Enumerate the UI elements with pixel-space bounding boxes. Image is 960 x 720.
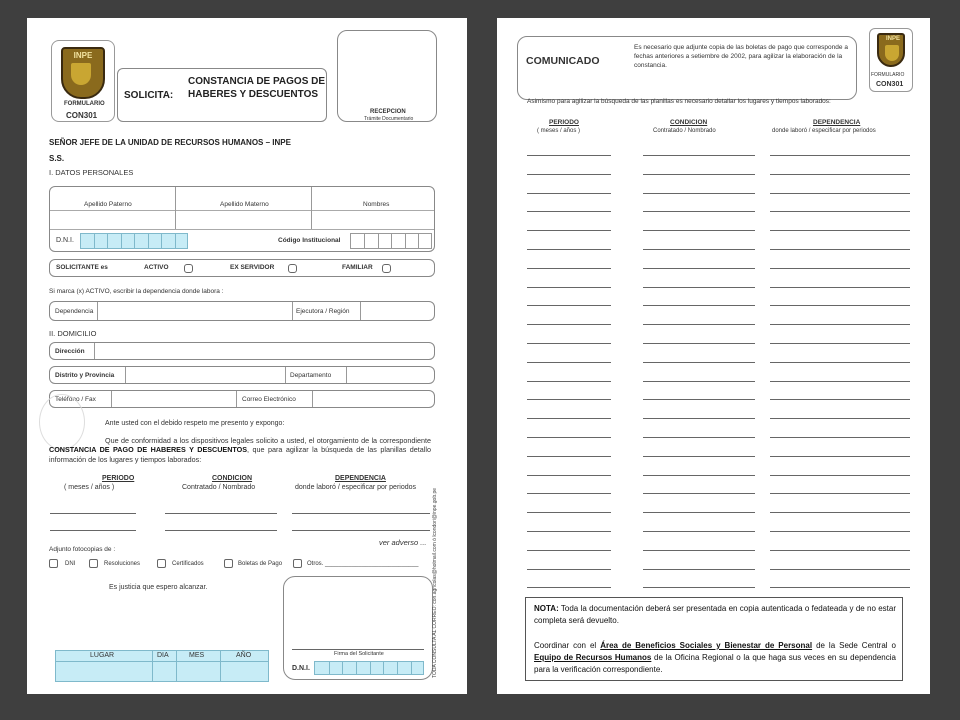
nota-text: NOTA: Toda la documentación deberá ser presentada en copia autenticada o fedateada y de no estar completa será devuelto. (534, 604, 896, 625)
comunicado-box (517, 36, 857, 100)
history-line[interactable] (770, 268, 910, 269)
right-condicion-header: CONDICION (670, 119, 708, 126)
dni2-label: D.N.I. (292, 665, 310, 672)
history-line[interactable] (527, 512, 611, 513)
history-line[interactable] (770, 305, 910, 306)
departamento-field[interactable] (348, 368, 432, 382)
dni-label: D.N.I. (56, 237, 74, 244)
history-line[interactable] (643, 193, 755, 194)
solicitante-label: SOLICITANTE es (56, 264, 108, 271)
history-line[interactable] (527, 249, 611, 250)
history-line[interactable] (770, 531, 910, 532)
dependencia-label: Dependencia (55, 308, 94, 315)
history-line[interactable] (770, 493, 910, 494)
dni-input[interactable] (80, 233, 188, 249)
lugar-label: LUGAR (90, 652, 115, 659)
right-periodo-sub: ( meses / años ) (537, 128, 581, 134)
right-dependencia-sub: donde laboró / especificar por periodos (772, 128, 876, 134)
history-line[interactable] (770, 343, 910, 344)
history-line[interactable] (643, 155, 755, 156)
history-line[interactable] (527, 437, 611, 438)
codigo-institucional-input[interactable] (350, 233, 432, 249)
history-line[interactable] (527, 230, 611, 231)
history-line[interactable] (643, 381, 755, 382)
solicita-box (117, 68, 327, 122)
ano-field[interactable] (222, 663, 268, 681)
history-line[interactable] (643, 230, 755, 231)
history-line[interactable] (292, 530, 430, 531)
lugar-fecha-table (55, 650, 269, 682)
history-line[interactable] (770, 456, 910, 457)
history-line[interactable] (770, 399, 910, 400)
history-line[interactable] (527, 569, 611, 570)
adjunto-certificados-label: Certificados (172, 561, 204, 567)
ano-label: AÑO (236, 652, 252, 659)
history-line[interactable] (527, 531, 611, 532)
history-line[interactable] (643, 362, 755, 363)
history-line[interactable] (643, 268, 755, 269)
history-line[interactable] (527, 475, 611, 476)
history-line[interactable] (770, 211, 910, 212)
history-line[interactable] (643, 531, 755, 532)
datos-personales-box (49, 186, 435, 252)
dependencia-box (49, 301, 435, 321)
right-dependencia-header: DEPENDENCIA (813, 119, 861, 126)
side-note: TODA CONSULTA AL CORREO: con.agricolas@hotmail.com ó lcondori@inpe.gob.pe (432, 487, 438, 678)
history-line[interactable] (643, 493, 755, 494)
request-paragraph: Que de conformidad a los dispositivos legales solicito a usted, el otorgamiento de la correspondiente CONSTANCIA DE PAGO DE HABERES Y DESCUENTOS, que para agilizar la búsqueda de las planillas detallo información de los lugares y tiempos laborados: (49, 436, 431, 464)
correo-field[interactable] (314, 392, 432, 406)
dni2-input[interactable] (314, 661, 424, 675)
telefono-box (49, 390, 435, 408)
periodo-header: PERIODO (102, 475, 135, 482)
history-line[interactable] (643, 418, 755, 419)
dia-label: DIA (157, 652, 169, 659)
right-logo-box (869, 28, 913, 92)
left-form-page (27, 18, 467, 694)
history-line[interactable] (527, 174, 611, 175)
logo-text: INPE (73, 51, 93, 60)
adjunto-otros-checkbox[interactable] (293, 559, 302, 568)
history-line[interactable] (770, 362, 910, 363)
nota-box (525, 597, 903, 681)
history-line[interactable] (527, 343, 611, 344)
right-form-code: CON301 (876, 81, 904, 88)
history-line[interactable] (527, 211, 611, 212)
distrito-label: Distrito y Provincia (55, 372, 115, 379)
ejecutora-field[interactable] (362, 303, 434, 319)
section-domicilio: II. DOMICILIO (49, 329, 97, 338)
history-line[interactable] (50, 513, 136, 514)
condicion-sub: Contratado / Nombrado (182, 484, 256, 491)
apellido-paterno-field[interactable] (52, 189, 174, 200)
dependencia-field[interactable] (99, 303, 289, 319)
tramite-label: Trámite Documentario (364, 116, 414, 122)
history-line[interactable] (527, 287, 611, 288)
history-line[interactable] (770, 249, 910, 250)
departamento-label: Departamento (290, 372, 332, 379)
history-line[interactable] (50, 530, 136, 531)
history-line[interactable] (770, 569, 910, 570)
right-formulario-label: FORMULARIO (871, 72, 905, 78)
distrito-field[interactable] (127, 368, 282, 382)
history-line[interactable] (770, 324, 910, 325)
right-condicion-sub: Contratado / Nombrado (653, 128, 716, 134)
history-line[interactable] (770, 230, 910, 231)
history-line[interactable] (770, 512, 910, 513)
apellido-paterno-label: Apellido Paterno (84, 201, 132, 208)
mes-label: MES (189, 652, 205, 659)
right-form-page (497, 18, 930, 694)
history-line[interactable] (643, 324, 755, 325)
history-line[interactable] (643, 437, 755, 438)
history-line[interactable] (643, 399, 755, 400)
history-line[interactable] (770, 193, 910, 194)
coordinar-text: Coordinar con el Área de Beneficios Sociales y Bienestar de Personal de la Sede Central o Equipo de Recursos Humanos de la Oficina Regional o la que haga sus veces en su dependencia para la verificación correspondiente. (534, 641, 896, 674)
direccion-label: Dirección (55, 348, 85, 355)
history-line[interactable] (770, 155, 910, 156)
nombres-field[interactable] (314, 189, 434, 200)
history-line[interactable] (643, 475, 755, 476)
addressee: SEÑOR JEFE DE LA UNIDAD DE RECURSOS HUMANOS – INPE (49, 138, 291, 147)
history-line[interactable] (527, 381, 611, 382)
solicitante-box (49, 259, 435, 277)
activo-label: ACTIVO (144, 264, 169, 271)
history-line[interactable] (527, 324, 611, 325)
nombres-label: Nombres (363, 201, 390, 208)
adjunto-dni-checkbox[interactable] (49, 559, 58, 568)
comunicado-label: COMUNICADO (526, 55, 600, 67)
history-line[interactable] (643, 249, 755, 250)
history-line[interactable] (165, 530, 277, 531)
history-line[interactable] (643, 305, 755, 306)
history-line[interactable] (643, 569, 755, 570)
history-line[interactable] (527, 399, 611, 400)
history-line[interactable] (527, 155, 611, 156)
history-line[interactable] (527, 193, 611, 194)
formulario-label: FORMULARIO (64, 101, 105, 107)
adjunto-resoluciones-checkbox[interactable] (89, 559, 98, 568)
condicion-header: CONDICION (212, 475, 253, 482)
history-line[interactable] (527, 268, 611, 269)
adjunto-boletas-checkbox[interactable] (224, 559, 233, 568)
dependencia-sub: donde laboró / especificar por periodos (295, 484, 417, 491)
adjunto-certificados-checkbox[interactable] (157, 559, 166, 568)
periodo-sub: ( meses / años ) (64, 484, 115, 491)
ejecutora-label: Ejecutora / Región (296, 308, 350, 315)
history-line[interactable] (643, 287, 755, 288)
right-logo-text: INPE (885, 36, 900, 42)
history-line[interactable] (527, 493, 611, 494)
mes-field[interactable] (178, 663, 218, 681)
history-line[interactable] (770, 550, 910, 551)
telefono-field[interactable] (113, 392, 233, 406)
inpe-emblem-icon (61, 47, 105, 99)
ante-usted-text: Ante usted con el debido respeto me presento y expongo: (105, 420, 285, 427)
signature-box[interactable] (283, 576, 433, 680)
justicia-text: Es justicia que espero alcanzar. (109, 584, 208, 591)
telefono-label: Teléfono / Fax (55, 396, 96, 403)
history-line[interactable] (643, 343, 755, 344)
adjunto-boletas-label: Boletas de Pago (238, 561, 283, 567)
apellido-materno-label: Apellido Materno (220, 201, 269, 208)
distrito-box (49, 366, 435, 384)
history-line[interactable] (527, 587, 611, 588)
history-line[interactable] (527, 362, 611, 363)
history-line[interactable] (643, 587, 755, 588)
adjunto-otros-label: Otros. ____________________________ (307, 561, 419, 567)
ex-servidor-checkbox[interactable] (288, 264, 297, 273)
form-code: CON301 (66, 111, 98, 120)
codigo-institucional-label: Código Institucional (278, 237, 341, 244)
asimismo-text: Asimismo para agilizar la búsqueda de las planillas es necesario detallar los lugares y tiempos laborados: (527, 98, 831, 105)
adjunto-resoluciones-label: Resoluciones (104, 561, 141, 567)
history-line[interactable] (770, 587, 910, 588)
section-datos-personales: I. DATOS PERSONALES (49, 168, 134, 177)
history-line[interactable] (770, 174, 910, 175)
recepcion-box (337, 30, 437, 122)
comunicado-text: Es necesario que adjunte copia de las boletas de pago que corresponde a fechas anteriores a setiembre de 2002, para agilizar la elaboración de la constancia. (634, 44, 848, 69)
history-line[interactable] (643, 550, 755, 551)
solicita-label: SOLICITA: (124, 90, 174, 101)
solicita-title: CONSTANCIA DE PAGOS DE HABERES Y DESCUENTOS (188, 76, 326, 100)
history-line[interactable] (527, 550, 611, 551)
recepcion-label: RECEPCION (370, 109, 406, 115)
history-line[interactable] (770, 381, 910, 382)
right-periodo-header: PERIODO (549, 119, 579, 126)
ex-servidor-label: EX SERVIDOR (230, 264, 275, 271)
history-line[interactable] (292, 513, 430, 514)
activo-checkbox[interactable] (184, 264, 193, 273)
direccion-field[interactable] (96, 344, 432, 358)
adjunto-label: Adjunto fotocopias de : (49, 546, 116, 553)
si-marca-note: Si marca (x) ACTIVO, escribir la dependencia donde labora : (49, 288, 224, 295)
history-line[interactable] (527, 418, 611, 419)
history-line[interactable] (770, 437, 910, 438)
inpe-emblem-icon (877, 33, 905, 67)
history-line[interactable] (643, 211, 755, 212)
adjunto-dni-label: DNI (65, 561, 76, 567)
apellido-materno-field[interactable] (178, 189, 308, 200)
history-line[interactable] (527, 305, 611, 306)
history-line[interactable] (643, 174, 755, 175)
firma-label: Firma del Solicitante (334, 651, 384, 657)
correo-label: Correo Electrónico (242, 396, 296, 403)
dependencia-header: DEPENDENCIA (335, 475, 386, 482)
history-line[interactable] (643, 456, 755, 457)
lugar-field[interactable] (58, 663, 150, 681)
history-line[interactable] (643, 512, 755, 513)
history-line[interactable] (770, 287, 910, 288)
familiar-label: FAMILIAR (342, 264, 373, 271)
history-line[interactable] (527, 456, 611, 457)
history-line[interactable] (770, 475, 910, 476)
direccion-box (49, 342, 435, 360)
logo-box (51, 40, 115, 122)
ver-adverso: ver adverso ... (379, 538, 427, 547)
history-line[interactable] (165, 513, 277, 514)
ss-label: S.S. (49, 154, 65, 163)
familiar-checkbox[interactable] (382, 264, 391, 273)
dia-field[interactable] (154, 663, 174, 681)
history-line[interactable] (770, 418, 910, 419)
